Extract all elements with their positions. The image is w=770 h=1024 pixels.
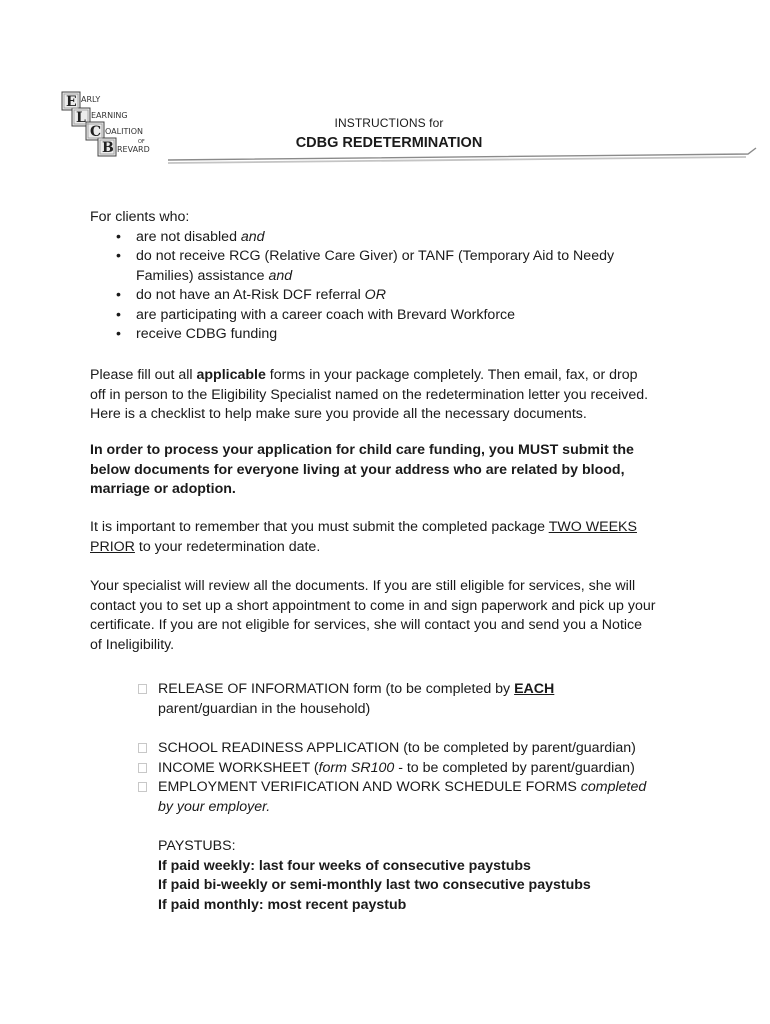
- document-title-text: CDBG REDETERMINATION: [295, 135, 483, 151]
- para-text: of Ineligibility.: [90, 636, 175, 653]
- checklist-text: EMPLOYMENT VERIFICATION AND WORK SCHEDULE FORMS: [158, 779, 581, 795]
- paystubs-monthly: If paid monthly: most recent paystub: [158, 896, 407, 913]
- checklist-item-employment: [138, 778, 698, 817]
- deadline-emphasis: TWO WEEKS: [548, 519, 637, 535]
- criteria-list: [90, 228, 614, 345]
- para-text: marriage or adoption.: [90, 481, 236, 497]
- logo-word-arly: ARLY: [81, 95, 101, 104]
- checklist-text: RELEASE OF INFORMATION form (to be completed by: [158, 681, 515, 697]
- checkbox-icon: [138, 743, 147, 753]
- deadline-paragraph: [90, 518, 690, 557]
- header-swoosh-line: [168, 146, 758, 170]
- deadline-emphasis: PRIOR: [90, 538, 135, 555]
- form-number: form SR100: [318, 759, 395, 776]
- para-text: off in person to the Eligibility Specialist named on the redetermination letter you received.: [90, 386, 649, 403]
- paystubs-section: [138, 837, 698, 915]
- criteria-item: [90, 306, 614, 326]
- criteria-text: are participating with a career coach with Brevard Workforce: [136, 306, 516, 323]
- checkbox-icon: [138, 763, 147, 773]
- criteria-emphasis: and: [268, 267, 293, 284]
- para-text: It is important to remember that you must submit the completed package: [90, 519, 549, 535]
- instructions-paragraph: [90, 366, 690, 425]
- criteria-item: [90, 228, 614, 248]
- checklist-item-application: [138, 739, 698, 759]
- criteria-text: Families) assistance: [136, 267, 269, 284]
- criteria-emphasis: OR: [364, 287, 386, 303]
- checklist-emphasis: completed: [580, 779, 647, 795]
- logo-letter-b: B: [102, 140, 114, 156]
- instructions-for-label: [0, 116, 770, 130]
- criteria-text: are not disabled: [136, 228, 241, 245]
- para-text: contact you to set up a short appointment to come in and sign paperwork and pick up your: [90, 597, 656, 614]
- logo-letter-l: L: [76, 110, 86, 126]
- criteria-emphasis: and: [240, 228, 265, 245]
- checklist-item-release: [138, 680, 698, 719]
- paystubs-weekly: If paid weekly: last four weeks of consecutive paystubs: [158, 857, 531, 874]
- criteria-lead: For clients who:: [90, 209, 190, 225]
- logo-word-revard: REVARD: [117, 145, 150, 154]
- paystubs-heading: PAYSTUBS:: [158, 838, 236, 854]
- client-criteria: [90, 208, 614, 345]
- checklist-text: SCHOOL READINESS APPLICATION (to be completed by parent/guardian): [158, 740, 636, 756]
- criteria-text: do not receive RCG (Relative Care Giver) or TANF (Temporary Aid to Needy: [136, 248, 615, 264]
- para-text: to your redetermination date.: [134, 538, 321, 555]
- review-paragraph: [90, 577, 690, 655]
- logo-word-earning: EARNING: [91, 111, 128, 120]
- checkbox-icon: [138, 684, 147, 694]
- criteria-text: do not have an At-Risk DCF referral: [136, 287, 365, 303]
- criteria-item: [90, 286, 614, 306]
- para-text: forms in your package completely. Then email, fax, or drop: [265, 367, 638, 383]
- para-text: Please fill out all: [90, 367, 197, 383]
- paystubs-biweekly: If paid bi-weekly or semi-monthly last two consecutive paystubs: [158, 877, 591, 893]
- requirement-paragraph: [90, 441, 690, 500]
- document-checklist: [138, 680, 698, 915]
- checklist-item-income: [138, 759, 698, 779]
- logo-word-of: OF: [138, 139, 145, 145]
- logo-word-oalition: OALITION: [105, 127, 143, 136]
- criteria-item: [90, 247, 614, 286]
- criteria-item: [90, 325, 614, 345]
- checklist-text: - to be completed by parent/guardian): [394, 759, 635, 776]
- logo-letter-e: E: [66, 94, 77, 110]
- each-emphasis: EACH: [514, 681, 555, 697]
- para-text: Here is a checklist to help make sure you provide all the necessary documents.: [90, 406, 587, 422]
- checklist-emphasis: by your employer.: [158, 798, 271, 815]
- criteria-text: receive CDBG funding: [136, 326, 278, 342]
- para-text: below documents for everyone living at your address who are related by blood,: [90, 461, 625, 478]
- para-text: In order to process your application for child care funding, you MUST submit the: [90, 442, 634, 458]
- logo-letter-c: C: [90, 124, 102, 140]
- para-text: certificate. If you are not eligible for services, she will contact you and send you a Notice: [90, 617, 643, 633]
- instructions-for-text: INSTRUCTIONS for: [334, 116, 444, 130]
- applicable-emphasis: applicable: [196, 367, 266, 383]
- para-text: Your specialist will review all the documents. If you are still eligible for services, she will: [90, 578, 636, 594]
- checklist-text: parent/guardian in the household): [158, 700, 371, 717]
- checkbox-icon: [138, 782, 147, 792]
- checklist-text: INCOME WORKSHEET (: [158, 759, 319, 776]
